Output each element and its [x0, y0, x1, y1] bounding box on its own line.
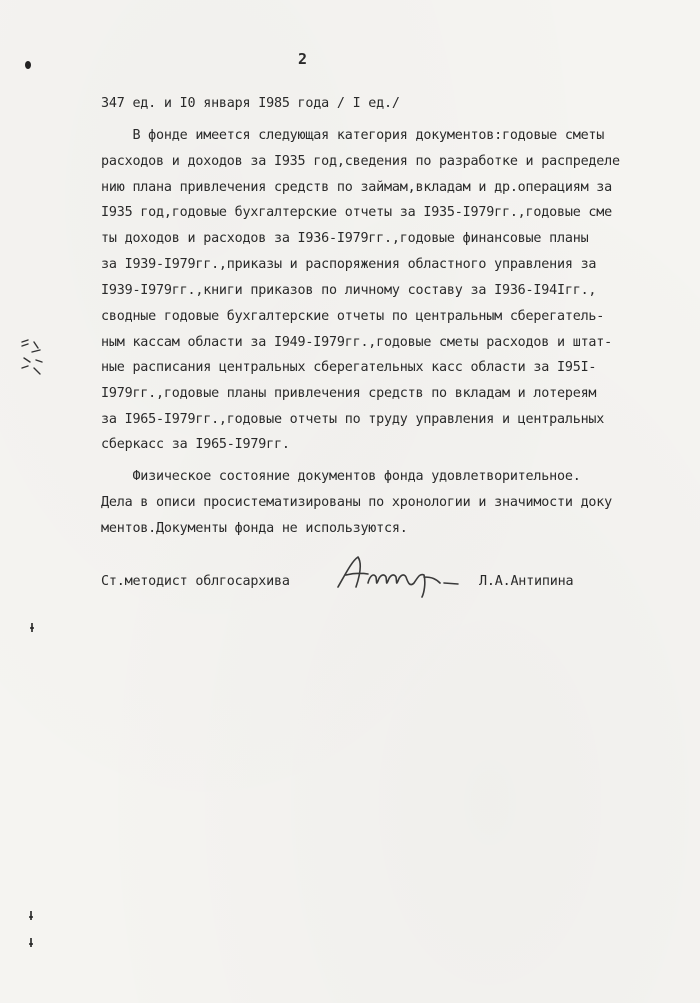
- text-line: сводные годовые бухгалтерские отчеты по центральным сберегатель-: [101, 309, 605, 324]
- text-line: I939-I979гг.,книги приказов по личному составу за I936-I94Iгг.,: [101, 283, 597, 298]
- text-line: сберкасс за I965-I979гг.: [101, 437, 290, 452]
- text-line: ные расписания центральных сберегательных касс области за I95I-: [101, 360, 597, 375]
- margin-dot-icon: [24, 60, 32, 70]
- page-number: 2: [298, 50, 308, 68]
- text-line: I935 год,годовые бухгалтерские отчеты за I935-I979гг.,годовые сме: [101, 205, 613, 220]
- margin-dot-icon: [27, 937, 35, 949]
- text-line: 347 ед. и I0 января I985 года / I ед./: [101, 96, 400, 111]
- signer-name: Л.А.Антипина: [479, 574, 574, 589]
- text-line: ным кассам области за I949-I979гг.,годовые сметы расходов и штат-: [101, 335, 613, 350]
- text-line: ментов.Документы фонда не используются.: [101, 521, 408, 536]
- text-line: Физическое состояние документов фонда удовлетворительное.: [101, 469, 581, 484]
- text-line: расходов и доходов за I935 год,сведения по разработке и распределе: [101, 154, 620, 169]
- text-line: за I965-I979гг.,годовые отчеты по труду управления и центральных: [101, 412, 605, 427]
- handwritten-signature: [332, 553, 462, 598]
- text-line: нию плана привлечения средств по займам,вкладам и др.операциям за: [101, 180, 613, 195]
- text-line: В фонде имеется следующая категория документов:годовые сметы: [101, 128, 605, 143]
- text-line: ты доходов и расходов за I936-I979гг.,годовые финансовые планы: [101, 231, 589, 246]
- text-line: за I939-I979гг.,приказы и распоряжения областного управления за: [101, 257, 597, 272]
- signature-label: Ст.методист облгосархива: [101, 574, 290, 589]
- margin-dot-icon: [28, 622, 36, 634]
- margin-dot-icon: [27, 910, 35, 922]
- text-line: I979гг.,годовые планы привлечения средств по вкладам и лотереям: [101, 386, 597, 401]
- margin-scribble-icon: [18, 338, 44, 380]
- text-line: Дела в описи просистематизированы по хронологии и значимости доку: [101, 495, 613, 510]
